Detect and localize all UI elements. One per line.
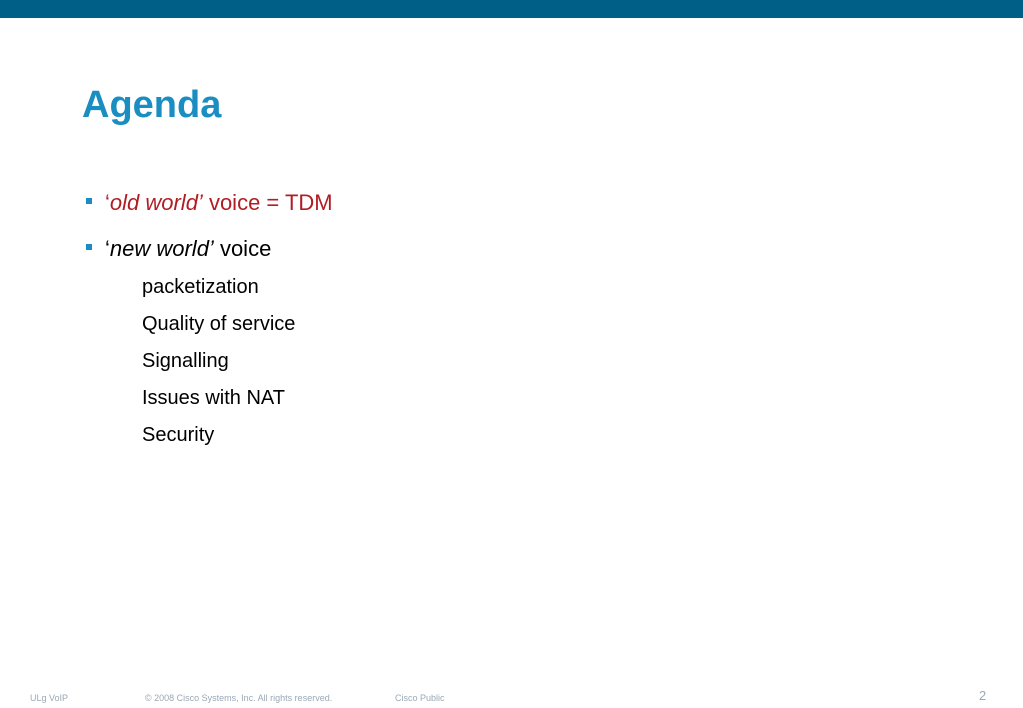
bullet-new-world-voice — [105, 235, 271, 263]
sub-item-security: Security — [142, 424, 215, 446]
slide-title: Agenda — [82, 84, 222, 126]
sub-item-signalling: Signalling — [142, 350, 229, 372]
footer-course: ULg VoIP — [30, 693, 69, 703]
bullet-marker — [86, 198, 92, 204]
top-banner-bar — [0, 0, 1023, 18]
sub-item-quality-of-service: Quality of service — [142, 313, 296, 335]
bullet-old-world-voice — [105, 189, 333, 217]
emphasis-text: old world’ — [109, 190, 203, 215]
page-number: 2 — [979, 688, 987, 703]
bullet-text: voice = TDM — [202, 190, 333, 215]
emphasis-text: new world’ — [109, 236, 214, 261]
footer-classification: Cisco Public — [395, 693, 445, 703]
sub-item-issues-with-nat: Issues with NAT — [142, 387, 285, 409]
bullet-marker — [86, 244, 92, 250]
bullet-text: voice — [213, 236, 272, 261]
sub-item-packetization: packetization — [142, 276, 259, 298]
open-quote: ‘ — [105, 190, 110, 215]
footer-copyright: © 2008 Cisco Systems, Inc. All rights reserved. — [145, 693, 333, 703]
open-quote: ‘ — [105, 236, 110, 261]
